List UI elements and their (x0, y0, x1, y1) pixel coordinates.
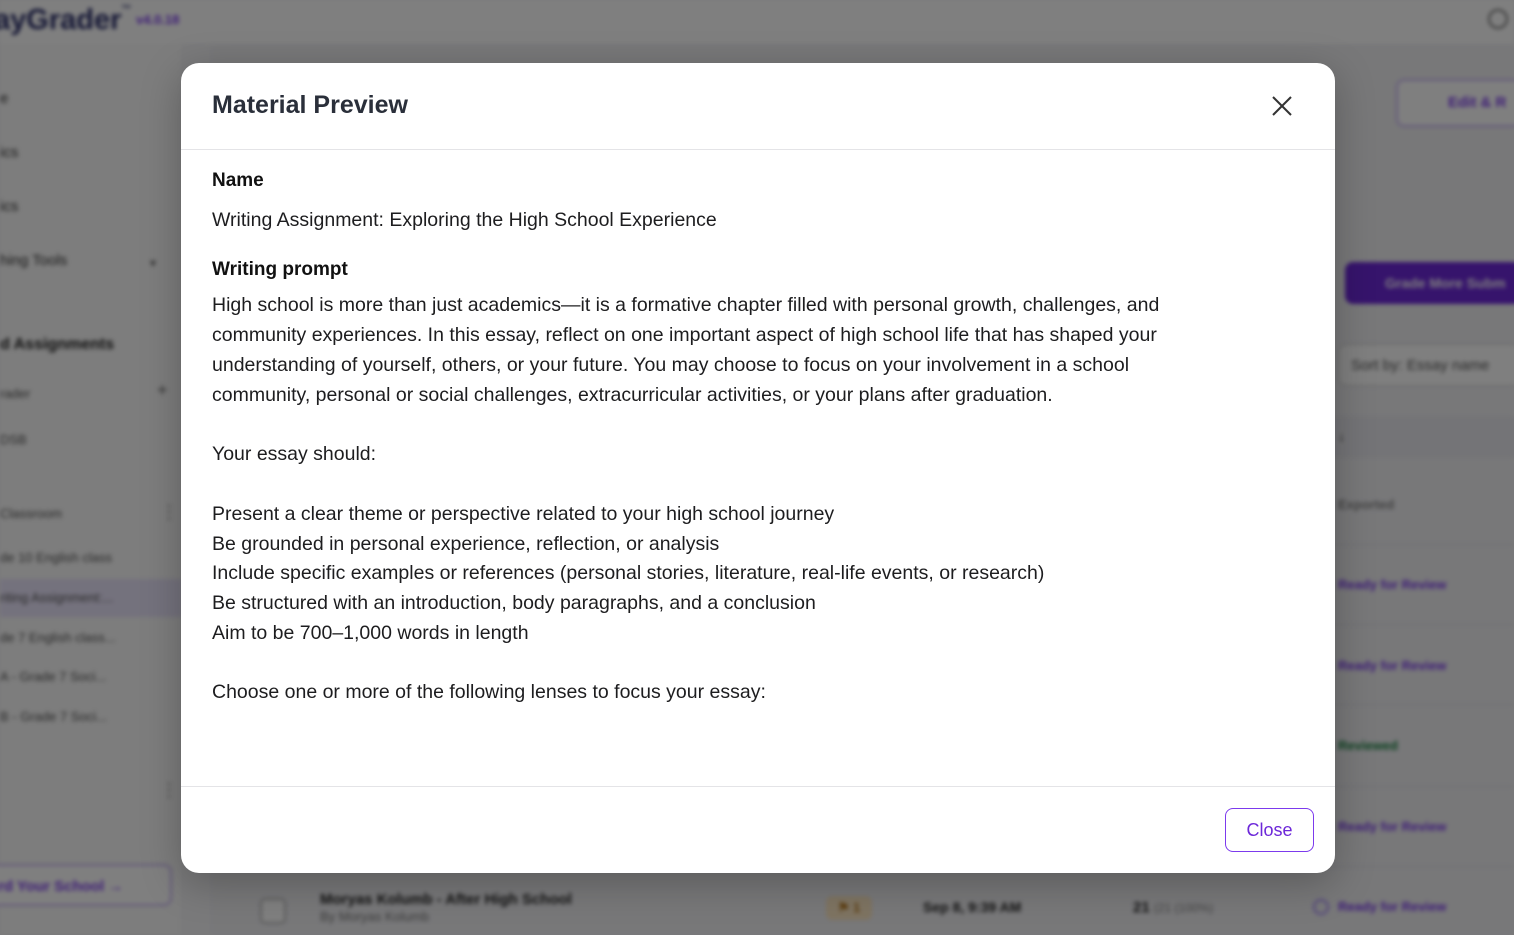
prompt-line: Present a clear theme or perspective related to your high school journey (212, 503, 835, 525)
dialog-title: Material Preview (212, 91, 408, 119)
name-label: Name (212, 170, 264, 191)
prompt-line: community, personal or social challenges, extracurricular activities, or your plans after graduation. (212, 384, 1053, 406)
material-preview-dialog (181, 63, 1335, 873)
close-icon[interactable] (1269, 93, 1295, 119)
prompt-line: Be structured with an introduction, body paragraphs, and a conclusion (212, 592, 816, 614)
prompt-line: Choose one or more of the following lenses to focus your essay: (212, 681, 766, 703)
prompt-line: Be grounded in personal experience, reflection, or analysis (212, 533, 720, 555)
prompt-label: Writing prompt (212, 259, 348, 280)
prompt-line: High school is more than just academics—it is a formative chapter filled with personal growth, challenges, and (212, 294, 1160, 316)
dialog-footer (181, 786, 1335, 873)
name-value: Writing Assignment: Exploring the High School Experience (212, 209, 717, 231)
prompt-line: Aim to be 700–1,000 words in length (212, 622, 529, 644)
dialog-header (181, 63, 1335, 150)
close-button[interactable]: Close (1225, 808, 1314, 852)
prompt-line: Your essay should: (212, 443, 377, 465)
prompt-line: understanding of yourself, others, or your future. You may choose to focus on your involvement in a school (212, 354, 1130, 376)
dialog-body[interactable] (212, 150, 1302, 786)
prompt-line: community experiences. In this essay, reflect on one important aspect of high school life that has shaped your (212, 324, 1157, 346)
prompt-line: Include specific examples or references (personal stories, literature, real-life events, or research) (212, 562, 1045, 584)
